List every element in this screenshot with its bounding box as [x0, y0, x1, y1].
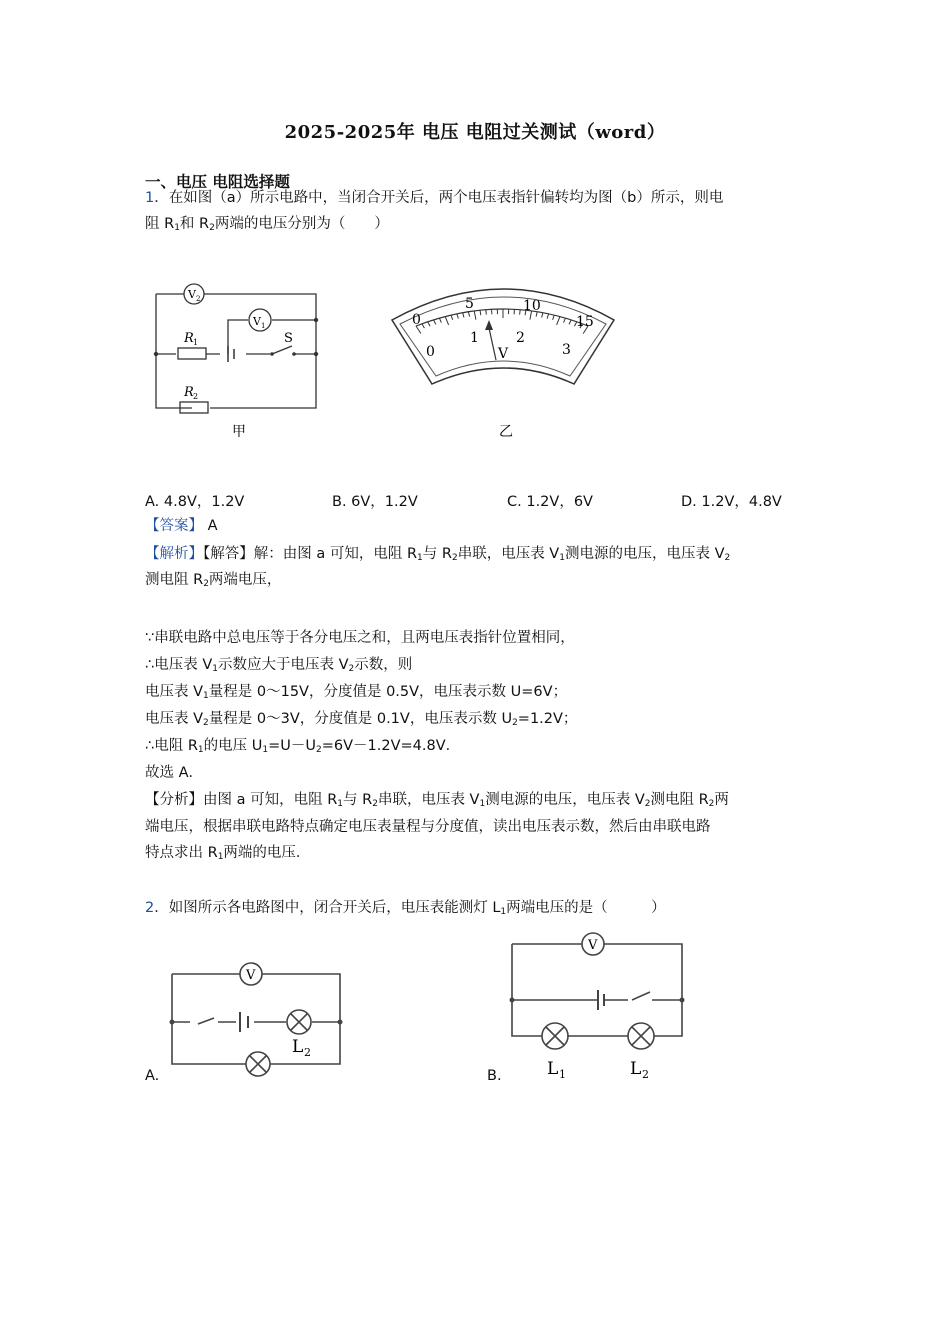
q1-voltmeter-figure-b: [386, 270, 622, 442]
dial-tick: [457, 314, 459, 319]
dial-tick: [445, 317, 448, 325]
dial-tick: [463, 313, 464, 318]
figure-b-caption: 乙: [499, 424, 513, 440]
dial-tick: [422, 324, 425, 328]
q1-circuit-figure-a: [148, 272, 328, 442]
q1-option-d[interactable]: D. 1.2V，4.8V: [681, 494, 782, 510]
q2-circuit-a: [162, 952, 352, 1082]
q1-option-c[interactable]: C. 1.2V，6V: [507, 494, 593, 510]
lamp-l1-label: L: [547, 1059, 559, 1079]
dial-tick: [564, 318, 566, 323]
dial-tick: [553, 315, 555, 320]
lamp-l2-label: L: [292, 1037, 304, 1057]
top-scale-10: 10: [523, 298, 541, 314]
r1-label: R: [184, 331, 194, 346]
dial-tick: [434, 320, 436, 325]
q2-option-b[interactable]: B.: [487, 1068, 502, 1084]
dial-tick: [520, 310, 521, 315]
q1-analysis-line8: 故选 A．: [145, 765, 204, 781]
q1-analysis-line6: 电压表 $V_2$量程是 0～3V，分度值是 0.1V，电压表示数 $U_2=1.2V$；: [145, 711, 578, 728]
voltmeter-label: V: [246, 968, 256, 983]
q1-analysis-line2: 测电阻 $R_2$两端电压，: [145, 572, 282, 589]
q2-option-a[interactable]: A.: [145, 1068, 160, 1084]
q1-analysis-line4: ∴电压表 $V_1$示数应大于电压表 $V_2$示数，则: [145, 657, 413, 674]
dial-ticks: [416, 309, 588, 334]
q1-analysis-line3: ∵串联电路中总电压等于各分电压之和，且两电压表指针位置相同，: [145, 630, 575, 646]
dial-tick: [547, 314, 549, 319]
dial-tick: [542, 313, 543, 318]
answer-label: 【答案】: [145, 518, 203, 534]
top-scale-15: 15: [576, 314, 594, 330]
dial-tick: [557, 317, 560, 325]
r2-label: R: [184, 385, 194, 400]
voltmeter-label-b: V: [588, 938, 598, 953]
svg-text:2: 2: [642, 1068, 649, 1081]
svg-text:2: 2: [304, 1046, 311, 1059]
q1-analysis-line9: 【分析】由图 a 可知，电阻 $R_1$与 $R_2$串联，电压表 $V_1$测电源的电压，电压表 $V_2$测电阻 $R_2$两: [145, 792, 729, 809]
switch-label: S: [284, 331, 293, 346]
q1-stem-line1: 1．在如图（a）所示电路中，当闭合开关后，两个电压表指针偏转均为图（b）所示，则电: [145, 190, 724, 206]
svg-text:1: 1: [193, 338, 199, 347]
bottom-scale-0: 0: [426, 344, 435, 360]
dial-tick: [486, 310, 487, 315]
lamp-l2-label-b: L: [630, 1059, 642, 1079]
bottom-scale-1: 1: [470, 330, 479, 346]
dial-tick: [480, 310, 481, 315]
q1-number: 1: [145, 190, 155, 206]
dial-tick: [569, 320, 571, 325]
q1-analysis-line7: ∴电阻 $R_1$的电压 $U_1=U-U_2=6V-1.2V=4.8V$．: [145, 738, 461, 755]
bottom-scale-2: 2: [516, 330, 525, 346]
svg-text:1: 1: [261, 322, 266, 330]
dial-tick: [428, 322, 430, 326]
q2-circuit-b: [502, 928, 692, 1084]
analysis-label: 【解析】: [145, 546, 203, 562]
top-scale-5: 5: [465, 296, 474, 312]
bottom-scale-3: 3: [562, 342, 571, 358]
q1-stem-line2: 阻 $R_1$和 $R_2$两端的电压分别为（ ）: [145, 216, 389, 233]
q1-analysis-line10: 端电压，根据串联电路特点确定电压表量程与分度值，读出电压表示数，然后由串联电路: [145, 819, 711, 835]
q1-option-b[interactable]: B. 6V，1.2V: [332, 494, 418, 510]
page-title: 2025-2025年 电压 电阻过关测试（word）: [284, 122, 666, 143]
v2-label: V: [188, 288, 196, 301]
dial-tick: [439, 318, 441, 323]
figure-a-caption: 甲: [232, 424, 246, 440]
unit-label: V: [498, 346, 509, 362]
q1-answer: 【答案】 A: [145, 518, 218, 534]
section-heading: 一、电压 电阻选择题: [145, 173, 290, 191]
dial-tick: [468, 312, 469, 317]
svg-text:2: 2: [193, 392, 199, 401]
dial-tick: [474, 311, 476, 320]
q1-option-a[interactable]: A. 4.8V，1.2V: [145, 494, 245, 510]
svg-text:2: 2: [196, 295, 201, 303]
q1-analysis-line11: 特点求出 $R_1$两端的电压．: [145, 845, 311, 862]
svg-text:1: 1: [559, 1068, 566, 1081]
q1-analysis-line1: 【解析】【解答】解：由图 a 可知，电阻 $R_1$与 $R_2$串联，电压表 $V_1$测电源的电压，电压表 $V_2$: [145, 546, 731, 563]
top-scale-0: 0: [412, 312, 421, 328]
v1-label: V: [253, 315, 261, 328]
q1-analysis-line5: 电压表 $V_1$量程是 0～15V，分度值是 0.5V，电压表示数 U=6V；: [145, 684, 568, 701]
dial-tick: [451, 315, 453, 320]
q2-number: 2: [145, 900, 155, 916]
q2-stem: 2．如图所示各电路图中，闭合开关后，电压表能测灯 $L_1$两端电压的是（ ）: [145, 900, 666, 917]
